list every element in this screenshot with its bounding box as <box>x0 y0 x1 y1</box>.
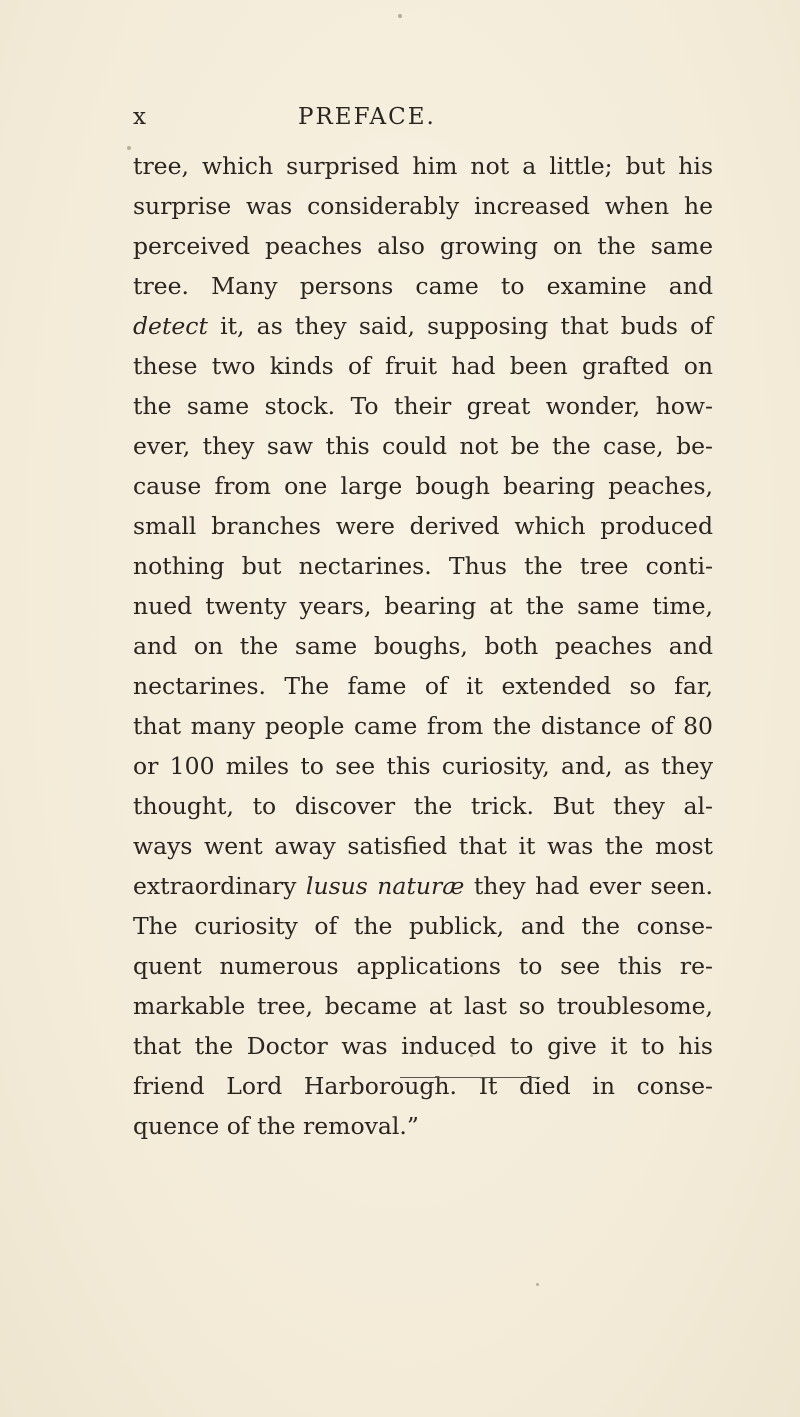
running-head: PREFACE. <box>298 104 436 130</box>
end-rule <box>400 1077 540 1078</box>
text-line <box>133 986 713 1026</box>
text-segment: ways went away satisfied that it was the most <box>133 832 713 860</box>
text-line <box>133 146 713 186</box>
text-line <box>133 866 713 906</box>
text-segment: it, as they said, supposing that buds of <box>207 312 713 340</box>
text-segment: the same stock. To their great wonder, how- <box>133 392 713 420</box>
text-segment: nectarines. The fame of it extended so far, <box>133 672 713 700</box>
text-line <box>133 1066 713 1106</box>
text-segment: perceived peaches also growing on the same <box>133 232 713 260</box>
page-header <box>0 104 800 144</box>
text-line <box>133 466 713 506</box>
text-segment: that many people came from the distance of 80 <box>133 712 713 740</box>
text-segment: markable tree, became at last so troublesome, <box>133 992 713 1020</box>
italic-text: lusus naturæ <box>305 872 465 900</box>
text-line <box>133 546 713 586</box>
text-segment: nothing but nectarines. Thus the tree conti- <box>133 552 713 580</box>
text-segment: tree, which surprised him not a little; but his <box>133 152 713 180</box>
text-segment: these two kinds of fruit had been grafted on <box>133 352 713 380</box>
text-line <box>133 946 713 986</box>
text-line <box>133 1106 713 1146</box>
text-segment: quent numerous applications to see this re- <box>133 952 713 980</box>
paper-speck <box>536 1283 539 1286</box>
text-line <box>133 506 713 546</box>
text-line <box>133 306 713 346</box>
text-line <box>133 586 713 626</box>
body-text <box>133 146 713 1146</box>
text-line <box>133 626 713 666</box>
text-line <box>133 826 713 866</box>
text-segment: ever, they saw this could not be the case, be- <box>133 432 713 460</box>
text-segment: tree. Many persons came to examine and <box>133 272 713 300</box>
text-segment: that the Doctor was induced to give it to his <box>133 1032 713 1060</box>
text-segment: they had ever seen. <box>464 872 714 900</box>
text-line <box>133 226 713 266</box>
text-line <box>133 746 713 786</box>
text-segment: thought, to discover the trick. But they al- <box>133 792 713 820</box>
text-line <box>133 786 713 826</box>
page-number: x <box>133 104 147 130</box>
paper-speck <box>398 14 402 18</box>
text-segment: and on the same boughs, both peaches and <box>133 632 713 660</box>
text-line <box>133 186 713 226</box>
italic-text: detect <box>133 312 208 340</box>
text-segment: friend Lord Harborough. It died in conse- <box>133 1072 713 1100</box>
text-line <box>133 266 713 306</box>
text-line <box>133 386 713 426</box>
text-segment: nued twenty years, bearing at the same time, <box>133 592 713 620</box>
text-segment: surprise was considerably increased when he <box>133 192 713 220</box>
text-segment: extraordinary <box>133 872 306 900</box>
paper-speck <box>127 146 131 150</box>
text-line <box>133 1026 713 1066</box>
text-segment: cause from one large bough bearing peaches, <box>133 472 713 500</box>
text-segment: small branches were derived which produced <box>133 512 713 540</box>
text-line <box>133 906 713 946</box>
text-line <box>133 346 713 386</box>
text-line <box>133 666 713 706</box>
text-line <box>133 426 713 466</box>
text-segment: or 100 miles to see this curiosity, and, as they <box>133 752 713 780</box>
text-segment: quence of the removal.” <box>133 1112 419 1140</box>
text-line <box>133 706 713 746</box>
text-segment: The curiosity of the publick, and the conse- <box>133 912 713 940</box>
